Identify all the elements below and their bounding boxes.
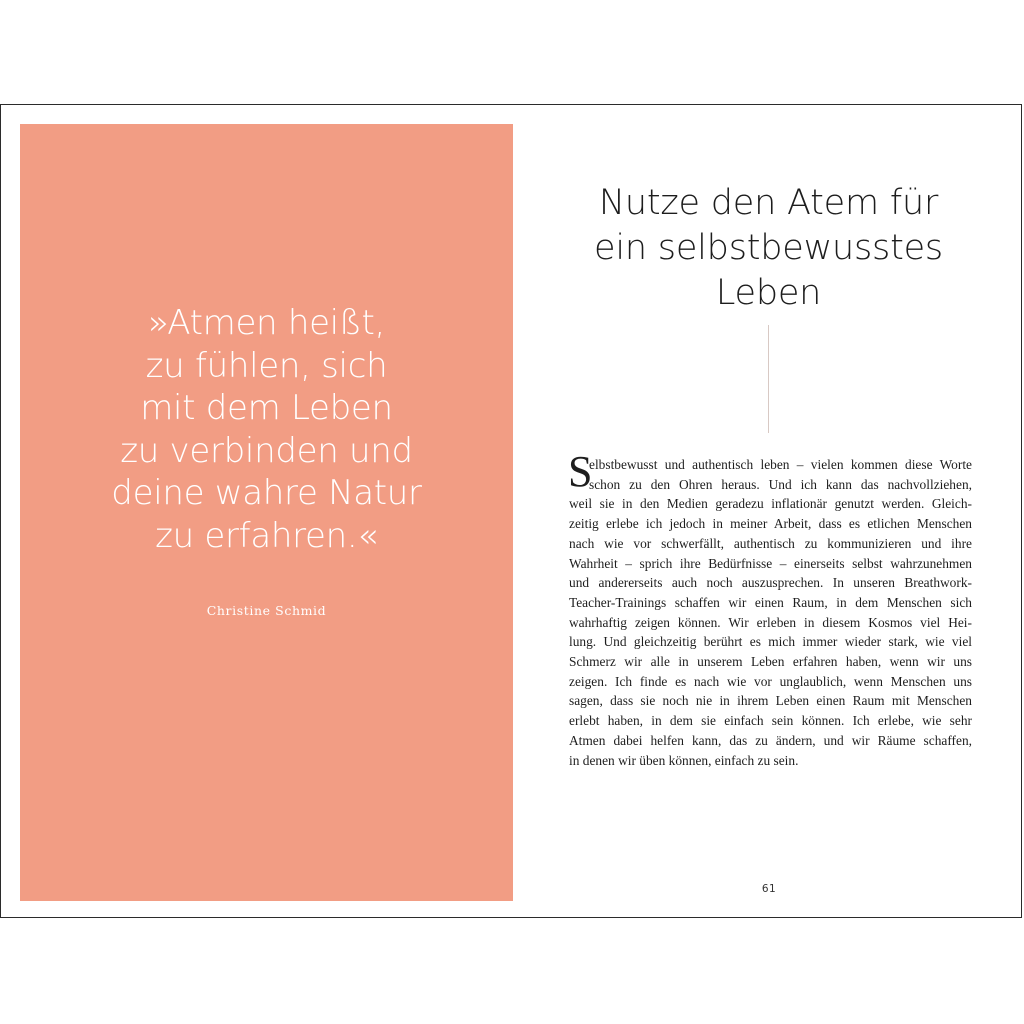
body-line: Wahrheit – sprich ihre Bedürfnisse – einerseits selbst wahrzunehmen — [569, 555, 972, 571]
body-line: lung. Und gleichzeitig berührt es mich immer wieder stark, wie viel — [569, 634, 972, 650]
book-spread — [0, 104, 1022, 918]
body-text — [568, 447, 972, 770]
body-line: Schmerz wir alle in unserem Leben erfahren haben, wenn wir uns — [569, 654, 972, 670]
quote-line: zu erfahren.« — [155, 515, 378, 556]
title-line: Nutze den Atem für — [598, 183, 939, 223]
title-line: Leben — [715, 273, 822, 313]
body-line: zeitig erlebe ich jedoch in meiner Arbeit, dass es etlichen Menschen — [569, 516, 972, 532]
body-line: Teacher-Trainings schaffen wir einen Raum, in dem Menschen sich — [569, 594, 972, 610]
body-line: sagen, dass sie noch nie in ihrem Leben einen Raum mit Menschen — [569, 693, 972, 709]
body-line: zeigen. Ich finde es nach wie vor unglaublich, wenn Menschen uns — [569, 673, 972, 689]
body-line: schon zu den Ohren heraus. Und ich kann das nachvollziehen, — [589, 476, 972, 492]
vertical-divider — [768, 325, 769, 433]
body-line: nach wie vor schwerfällt, authentisch zu kommunizieren und ihre — [569, 535, 972, 551]
quote-line: »Atmen heißt, — [147, 303, 386, 343]
title-line: ein selbstbewusstes — [594, 228, 943, 268]
pull-quote — [20, 302, 513, 557]
page-number: 61 — [761, 883, 777, 895]
quote-line: mit dem Leben — [140, 388, 393, 428]
quote-panel — [20, 124, 513, 901]
body-line: erlebt haben, in dem sie einfach sein können. Ich erlebe, wie sehr — [569, 713, 972, 729]
body-line: wahrhaftig zeigen können. Wir erleben in diesem Kosmos viel Hei- — [569, 614, 972, 630]
chapter-title — [541, 181, 996, 316]
body-line: und andererseits auch noch auszusprechen. In unseren Breathwork- — [569, 575, 972, 591]
quote-author: Christine Schmid — [206, 603, 327, 618]
body-line: in denen wir üben können, einfach zu sein. — [569, 752, 799, 768]
quote-line: zu fühlen, sich — [145, 345, 388, 386]
body-line: elbstbewusst und authentisch leben – vielen kommen diese Worte — [589, 457, 972, 472]
drop-cap: S — [568, 447, 593, 496]
body-line: Atmen dabei helfen kann, das zu ändern, und wir Räume schaffen, — [569, 732, 972, 748]
quote-line: deine wahre Natur — [111, 473, 422, 513]
quote-line: zu verbinden und — [120, 430, 413, 471]
body-line: weil sie in den Medien geradezu inflationär genutzt werden. Gleich- — [569, 496, 972, 512]
